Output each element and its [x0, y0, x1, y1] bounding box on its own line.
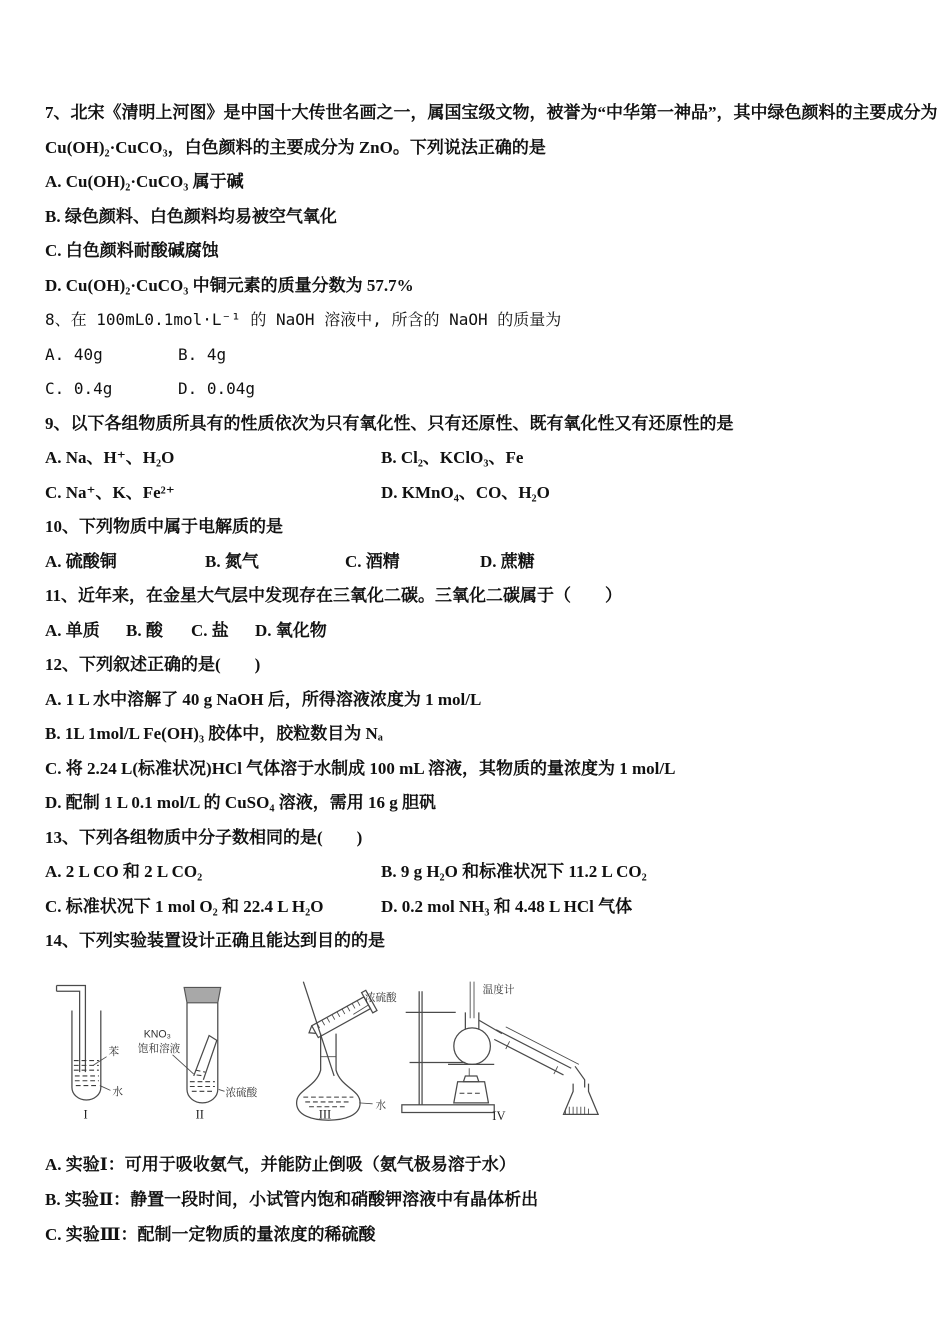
- conc-sulfuric-acid-label: 浓硫酸: [225, 1086, 258, 1099]
- question-13-option-d: D. 0.2 mol NH₃ 和 4.48 L HCl 气体: [381, 896, 633, 916]
- question-14: [45, 924, 910, 1252]
- question-10-options-row: [45, 545, 910, 580]
- question-8-option-b: B. 4g: [178, 344, 227, 364]
- receiving-flask: [564, 1083, 599, 1114]
- question-13-option-b: B. 9 g H₂O 和标准状况下 11.2 L CO₂: [381, 862, 647, 881]
- thermometer: [470, 981, 474, 1018]
- question-11-option-d: D. 氧化物: [255, 620, 327, 640]
- question-7-option-c: C. 白色颜料耐酸碱腐蚀: [45, 241, 219, 260]
- question-12-option-a: A. 1 L 水中溶解了 40 g NaOH 后，所得溶液浓度为 1 mol/L: [45, 689, 482, 709]
- test-tube-outline: [72, 1010, 101, 1099]
- benzene-layer-hatching: [74, 1060, 99, 1070]
- water-label: 水: [375, 1099, 387, 1112]
- gas-inlet-tube-inner: [57, 991, 80, 1072]
- question-10: [45, 510, 910, 579]
- question-7-stem-line-2: Cu(OH)₂·CuCO₃，白色颜料的主要成分为 ZnO。下列说法正确的是: [45, 137, 546, 157]
- inner-tube-solution-hatching: [196, 1070, 206, 1076]
- condenser: [494, 1026, 579, 1074]
- question-14-stem: 14、下列实验装置设计正确且能达到目的的是: [45, 931, 385, 950]
- distillation-flask: [454, 1027, 491, 1064]
- question-10-option-b: B. 氮气: [205, 551, 259, 571]
- question-11-option-b: B. 酸: [126, 620, 163, 640]
- question-8: [45, 303, 910, 407]
- water-label-leader: [360, 1102, 373, 1103]
- question-9-option-a: A. Na、H⁺、H₂O: [45, 448, 175, 467]
- question-8-option-d: D. 0.04g: [178, 379, 256, 398]
- apparatus-iv-figure: [398, 973, 605, 1125]
- question-12-option-b: B. 1L 1mol/L Fe(OH)₃ 胶体中，胶粒数目为 Nₐ: [45, 724, 383, 743]
- question-13-option-c: C. 标准状况下 1 mol O₂ 和 22.4 L H₂O: [45, 896, 324, 916]
- apparatus-iv-numeral: IV: [492, 1108, 506, 1123]
- question-8-options-row-2: [45, 372, 910, 407]
- acid-label-leader: [219, 1089, 225, 1091]
- condenser-outlet: [575, 1066, 585, 1087]
- question-10-stem: 10、下列物质中属于电解质的是: [45, 517, 283, 536]
- flask-neck: [465, 1012, 478, 1029]
- question-14-option-b: B. 实验Ⅱ：静置一段时间，小试管内饱和硝酸钾溶液中有晶体析出: [45, 1189, 539, 1209]
- question-11-option-c: C. 盐: [191, 620, 229, 640]
- acid-liquid-hatching: [190, 1081, 215, 1091]
- benzene-label-leader: [93, 1056, 106, 1065]
- question-8-option-a: A. 40g: [45, 344, 103, 364]
- question-14-apparatus-figures: [45, 973, 605, 1125]
- rubber-stopper: [185, 987, 222, 1002]
- stand-base: [402, 1104, 494, 1112]
- water-label-leader: [100, 1085, 111, 1090]
- question-7-stem-line-1: 7、北宋《清明上河图》是中国十大传世名画之一，属国宝级文物，被誉为“中华第一神品”，其中绿色颜料的主要成分为: [45, 103, 938, 122]
- question-13-options-row-1: [45, 855, 910, 890]
- question-13-options-row-2: [45, 890, 910, 925]
- question-10-option-d: D. 蔗糖: [480, 551, 535, 571]
- apparatus-ii-numeral: II: [196, 1106, 205, 1121]
- water-label: 水: [112, 1085, 123, 1098]
- question-14-options: [45, 1147, 910, 1252]
- question-7: [45, 96, 938, 303]
- question-9-option-b: B. Cl₂、KClO₃、Fe: [381, 448, 524, 467]
- question-11: [45, 579, 910, 648]
- question-11-option-a: A. 单质: [45, 620, 100, 640]
- water-layer-hatching: [75, 1075, 99, 1085]
- glass-stirring-rod: [304, 981, 335, 1075]
- conc-sulfuric-acid-label: 浓硫酸: [365, 991, 398, 1004]
- question-12-option-c: C. 将 2.24 L(标准状况)HCl 气体溶于水制成 100 mL 溶液，其物质的量浓度为 1 mol/L: [45, 758, 676, 778]
- apparatus-i-numeral: I: [83, 1106, 88, 1121]
- question-9-stem: 9、以下各组物质所具有的性质依次为只有氧化性、只有还原性、既有氧化性又有还原性的是: [45, 413, 734, 433]
- question-7-option-b: B. 绿色颜料、白色颜料均易被空气氧化: [45, 206, 337, 226]
- apparatus-ii-figure: [136, 973, 261, 1125]
- question-9-options-row-1: [45, 441, 910, 476]
- question-9: [45, 407, 910, 511]
- question-11-stem: 11、近年来，在金星大气层中发现存在三氧化二碳。三氧化二碳属于（ ）: [45, 586, 623, 605]
- apparatus-iii-figure: [261, 973, 398, 1125]
- gas-inlet-tube-outline: [57, 985, 86, 1072]
- alcohol-lamp: [454, 1068, 489, 1103]
- stand-rod: [419, 991, 422, 1105]
- question-9-option-c: C. Na⁺、K、Fe²⁺: [45, 482, 175, 502]
- question-13: [45, 821, 910, 925]
- question-7-option-d: D. Cu(OH)₂·CuCO₃ 中铜元素的质量分数为 57.7%: [45, 275, 414, 295]
- question-12: [45, 648, 910, 821]
- question-8-option-c: C. 0.4g: [45, 379, 113, 398]
- question-7-option-a: A. Cu(OH)₂·CuCO₃ 属于碱: [45, 172, 244, 191]
- question-12-stem: 12、下列叙述正确的是( ): [45, 655, 261, 674]
- question-14-option-c: C. 实验Ⅲ：配制一定物质的量浓度的稀硫酸: [45, 1224, 376, 1244]
- question-9-options-row-2: [45, 476, 910, 511]
- question-8-options-row-1: [45, 338, 910, 373]
- question-13-stem: 13、下列各组物质中分子数相同的是( ): [45, 827, 363, 847]
- flask-water-hatching: [304, 1097, 354, 1107]
- thermometer-label: 温度计: [482, 983, 515, 996]
- question-9-option-d: D. KMnO₄、CO、H₂O: [381, 482, 550, 502]
- apparatus-i-figure: [45, 973, 136, 1125]
- question-12-option-d: D. 配制 1 L 0.1 mol/L 的 CuSO₄ 溶液，需用 16 g 胆矾: [45, 793, 436, 812]
- apparatus-iii-numeral: III: [319, 1106, 332, 1121]
- question-10-option-c: C. 酒精: [345, 551, 400, 571]
- question-10-option-a: A. 硫酸铜: [45, 551, 117, 571]
- question-11-options-row: [45, 614, 910, 649]
- saturated-solution-label: 饱和溶液: [138, 1042, 181, 1055]
- question-14-option-a: A. 实验Ⅰ：可用于吸收氨气，并能防止倒吸（氨气极易溶于水）: [45, 1154, 516, 1174]
- benzene-label: 苯: [108, 1045, 120, 1058]
- inner-small-tube: [194, 1035, 217, 1079]
- kno3-label-leader: [173, 1054, 194, 1073]
- question-13-option-a: A. 2 L CO 和 2 L CO₂: [45, 862, 203, 881]
- question-8-stem: 8、在 100mL0.1mol·L⁻¹ 的 NaOH 溶液中, 所含的 NaOH 的质量为: [45, 310, 562, 329]
- acid-label-leader: [354, 1004, 369, 1014]
- kno3-label: KNO₃: [144, 1027, 172, 1040]
